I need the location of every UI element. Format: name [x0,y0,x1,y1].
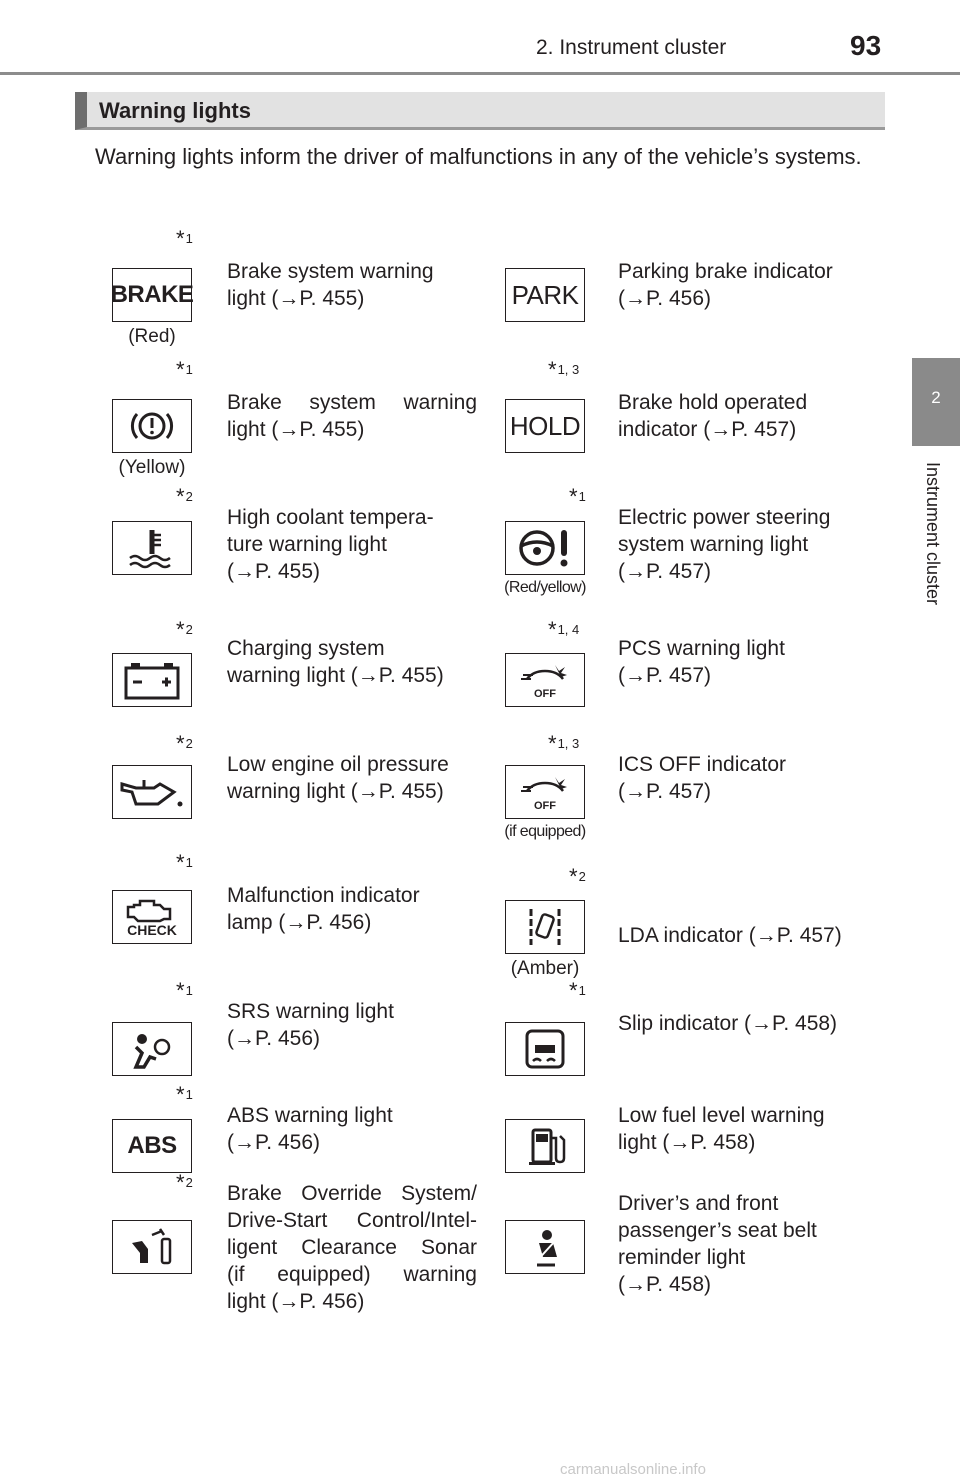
page-number: 93 [850,30,882,61]
description-line: Brake Override System/ [227,1182,477,1205]
park-text-icon [505,268,585,322]
brake-exclamation-icon [112,399,192,453]
header-section-title: 2. Instrument cluster [536,36,727,59]
footnote-marker: *2 [176,617,193,642]
description-line: Drive-Start Control/Intel- [227,1209,477,1232]
description-line: indicator (→P. 457) [618,418,797,441]
description-line: LDA indicator (→P. 457) [618,924,842,947]
footnote-marker: *1 [176,226,193,251]
icon-text: OFF [534,799,556,812]
description-line: Parking brake indicator [618,260,833,283]
icon-text: CHECK [127,922,177,938]
description-line: ligent Clearance Sonar [227,1236,477,1259]
chapter-tab [912,358,960,446]
footnote-number: 1 [185,855,193,870]
steering-wheel-exclamation-icon [505,521,585,575]
footnote-number: 2 [578,869,586,884]
description-line: light (→P. 456) [227,1290,365,1313]
light-description [618,635,878,689]
light-description [227,258,477,312]
light-description [618,1010,878,1037]
description-line: warning light (→P. 455) [227,664,444,687]
icon-text: OFF [534,687,556,700]
light-description [618,504,878,585]
footnote-number: 1 [185,983,193,998]
color-caption: (if equipped) [504,823,586,840]
ics-off-icon [505,765,585,819]
slip-indicator-icon [505,1022,585,1076]
header-divider [0,72,960,75]
description-line: (→P. 457) [618,560,711,583]
footnote-number: 1 [185,231,193,246]
footnote-marker: *1 [569,484,586,509]
description-line: system warning light [618,533,809,556]
hold-text-icon [505,399,585,453]
description-line: (→P. 456) [618,287,711,310]
footnote-marker: *2 [569,864,586,889]
footnote-number: 1 [578,489,586,504]
description-line: (→P. 458) [618,1273,711,1296]
light-description [227,504,477,585]
footnote-marker: *1 [569,978,586,1003]
abs-text-icon [112,1119,192,1173]
footnote-marker: *1, 4 [548,617,580,642]
pcs-off-icon [505,653,585,707]
section-heading-bar [75,92,885,130]
light-description [618,258,878,312]
chapter-tab-number: 2 [931,388,941,407]
light-description [227,998,477,1052]
description-line: ICS OFF indicator [618,753,787,776]
description-line: ture warning light [227,533,387,556]
light-description [227,1180,477,1315]
brake-text-icon [112,268,192,322]
description-line: reminder light [618,1246,746,1269]
light-description [618,922,878,949]
section-heading: Warning lights [99,98,251,123]
description-line: (→P. 457) [618,664,711,687]
description-line: (→P. 457) [618,780,711,803]
footnote-marker: *1 [176,978,193,1003]
fuel-pump-icon [505,1119,585,1173]
description-line: Malfunction indicator [227,884,420,907]
description-line: High coolant tempera- [227,506,434,529]
light-description [227,389,477,443]
battery-icon [112,653,192,707]
color-caption: (Red/yellow) [504,579,586,596]
description-line: light (→P. 455) [227,418,365,441]
description-line: Charging system [227,637,385,660]
description-line: lamp (→P. 456) [227,911,372,934]
coolant-temperature-icon [112,521,192,575]
footnote-marker: *1 [176,850,193,875]
footnote-number: 1 [578,983,586,998]
description-line: Brake system warning [227,391,477,414]
footnote-marker: *1, 3 [548,357,580,382]
color-caption: (Amber) [510,958,580,979]
footnote-number: 1 [185,362,193,377]
footnote-number: 1, 3 [557,736,580,751]
footnote-number: 2 [185,736,193,751]
footnote-marker: *2 [176,1170,193,1195]
light-description [618,751,878,805]
description-line: warning light (→P. 455) [227,780,444,803]
footnote-marker: *2 [176,731,193,756]
light-description [618,1102,878,1156]
footnote-marker: *1, 3 [548,731,580,756]
description-line: (→P. 456) [227,1131,320,1154]
brake-override-icon [112,1220,192,1274]
description-line: Driver’s and front [618,1192,779,1215]
oil-can-icon [112,765,192,819]
description-line: Brake system warning [227,260,434,283]
footnote-number: 1, 4 [557,622,580,637]
description-line: light (→P. 458) [618,1131,756,1154]
description-line: Brake hold operated [618,391,808,414]
description-line: light (→P. 455) [227,287,365,310]
light-description [227,751,477,805]
icon-text: PARK [511,279,579,310]
description-line: (→P. 455) [227,560,320,583]
light-description [227,1102,477,1156]
description-line: (if equipped) warning [227,1263,477,1286]
icon-text: BRAKE [110,281,194,308]
description-line: Low fuel level warning [618,1104,825,1127]
description-line: Low engine oil pressure [227,753,449,776]
description-line: passenger’s seat belt [618,1219,817,1242]
footnote-marker: *1 [176,1082,193,1107]
description-line: SRS warning light [227,1000,394,1023]
description-line: Slip indicator (→P. 458) [618,1012,838,1035]
lane-departure-icon [505,900,585,954]
chapter-tab-label: Instrument cluster [923,462,943,606]
footnote-number: 2 [185,489,193,504]
color-caption: (Yellow) [118,457,186,478]
color-caption: (Red) [128,326,176,347]
description-line: ABS warning light [227,1104,393,1127]
footnote-number: 1, 3 [557,362,580,377]
intro-paragraph: Warning lights inform the driver of malfunctions in any of the vehicle’s systems. [95,144,862,169]
watermark: carmanualsonline.info [560,1461,706,1478]
seat-belt-icon [505,1220,585,1274]
description-line: Electric power steering [618,506,831,529]
footnote-marker: *2 [176,484,193,509]
description-line: PCS warning light [618,637,785,660]
footnote-number: 2 [185,622,193,637]
light-description [618,1190,878,1298]
light-description [227,882,477,936]
light-description [227,635,477,689]
footnote-number: 1 [185,1087,193,1102]
airbag-icon [112,1022,192,1076]
icon-text: ABS [127,1132,177,1159]
check-engine-icon [112,890,192,944]
light-description [618,389,878,443]
footnote-marker: *1 [176,357,193,382]
description-line: (→P. 456) [227,1027,320,1050]
icon-text: HOLD [509,410,581,441]
footnote-number: 2 [185,1175,193,1190]
